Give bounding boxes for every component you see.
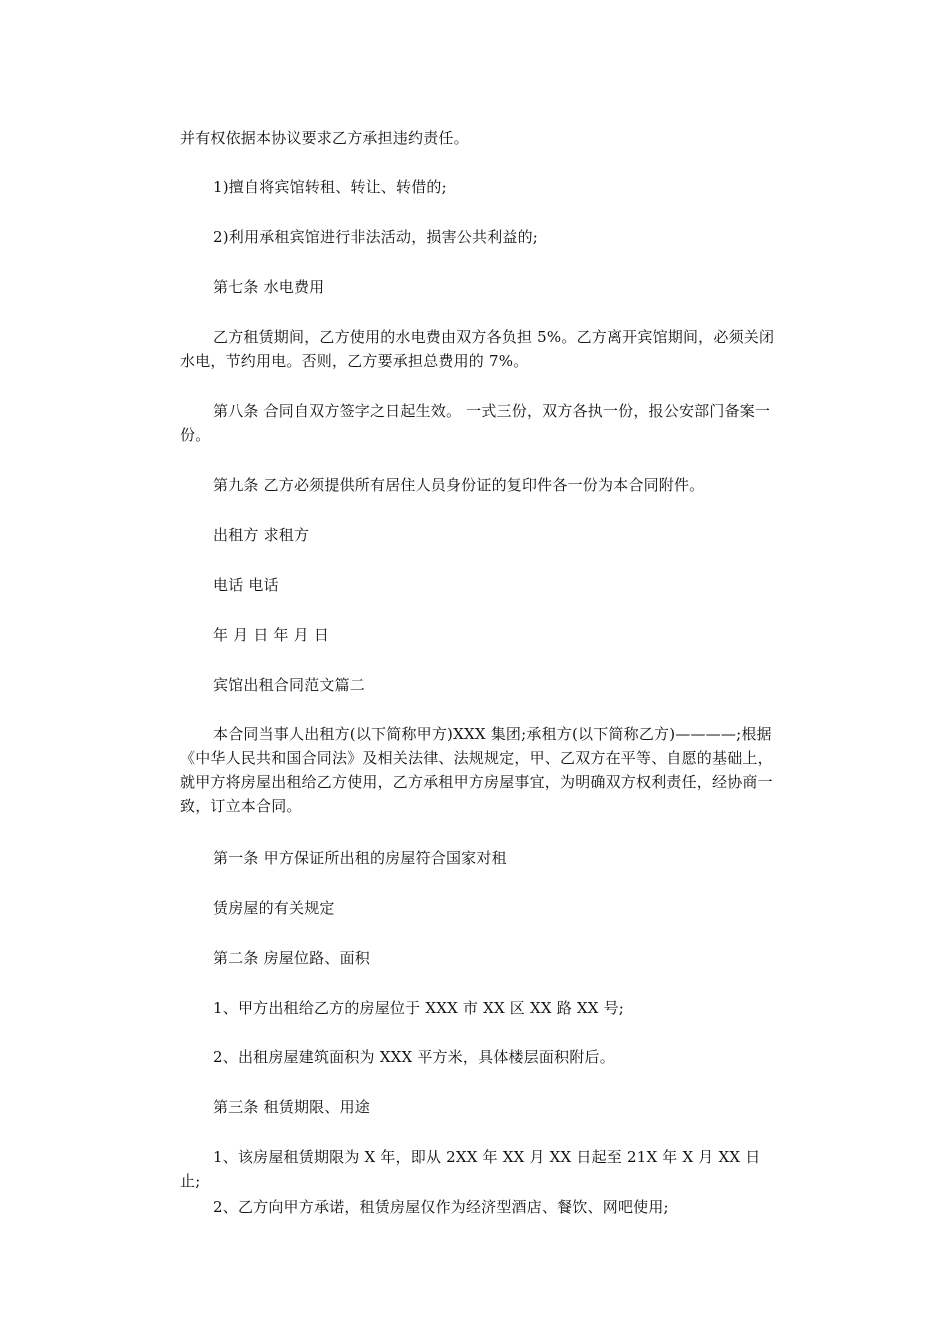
paragraph-12: 本合同当事人出租方(以下简称甲方)XXX 集团;承租方(以下简称乙方)————;根据《中华人民共和国合同法》及相关法律、法规规定，甲、乙双方在平等、自愿的基础上，就甲方将房屋出租给乙方使用，乙方承租甲方房屋事宜，为明确双方权利责任，经协商一致，订立本合同。 — [180, 725, 773, 815]
paragraph-20: 2、乙方向甲方承诺，租赁房屋仅作为经济型酒店、餐饮、网吧使用; — [213, 1198, 669, 1216]
paragraph-3: 2)利用承租宾馆进行非法活动，损害公共利益的; — [213, 228, 539, 246]
signature-dates: 年 月 日 年 月 日 — [213, 626, 330, 644]
paragraph-1: 并有权依据本协议要求乙方承担违约责任。 — [180, 129, 469, 147]
section-heading-7: 第七条 水电费用 — [213, 278, 325, 296]
paragraph-17: 2、出租房屋建筑面积为 XXX 平方米，具体楼层面积附后。 — [213, 1048, 615, 1066]
paragraph-6: 第八条 合同自双方签字之日起生效。 一式三份，双方各执一份，报公安部门备案一份。 — [180, 402, 771, 444]
paragraph-19: 1、该房屋租赁期限为 X 年，即从 2XX 年 XX 月 XX 日起至 21X 年 X 月 XX 日止; — [180, 1148, 761, 1190]
paragraph-2: 1)擅自将宾馆转租、转让、转借的; — [213, 178, 447, 196]
section-heading-2: 第二条 房屋位路、面积 — [213, 949, 370, 967]
paragraph-14: 赁房屋的有关规定 — [213, 899, 335, 917]
paragraph-5: 乙方租赁期间，乙方使用的水电费由双方各负担 5%。乙方离开宾馆期间，必须关闭水电，节约用电。否则，乙方要承担总费用的 7%。 — [180, 328, 775, 370]
section-heading-1: 第一条 甲方保证所出租的房屋符合国家对租 — [213, 849, 507, 867]
signature-phones: 电话 电话 — [213, 576, 279, 594]
section-heading-3: 第三条 租赁期限、用途 — [213, 1098, 370, 1116]
document-subtitle: 宾馆出租合同范文篇二 — [213, 676, 366, 694]
paragraph-16: 1、甲方出租给乙方的房屋位于 XXX 市 XX 区 XX 路 XX 号; — [213, 999, 625, 1017]
signature-parties: 出租方 求租方 — [213, 526, 310, 544]
paragraph-7: 第九条 乙方必须提供所有居住人员身份证的复印件各一份为本合同附件。 — [213, 476, 705, 494]
